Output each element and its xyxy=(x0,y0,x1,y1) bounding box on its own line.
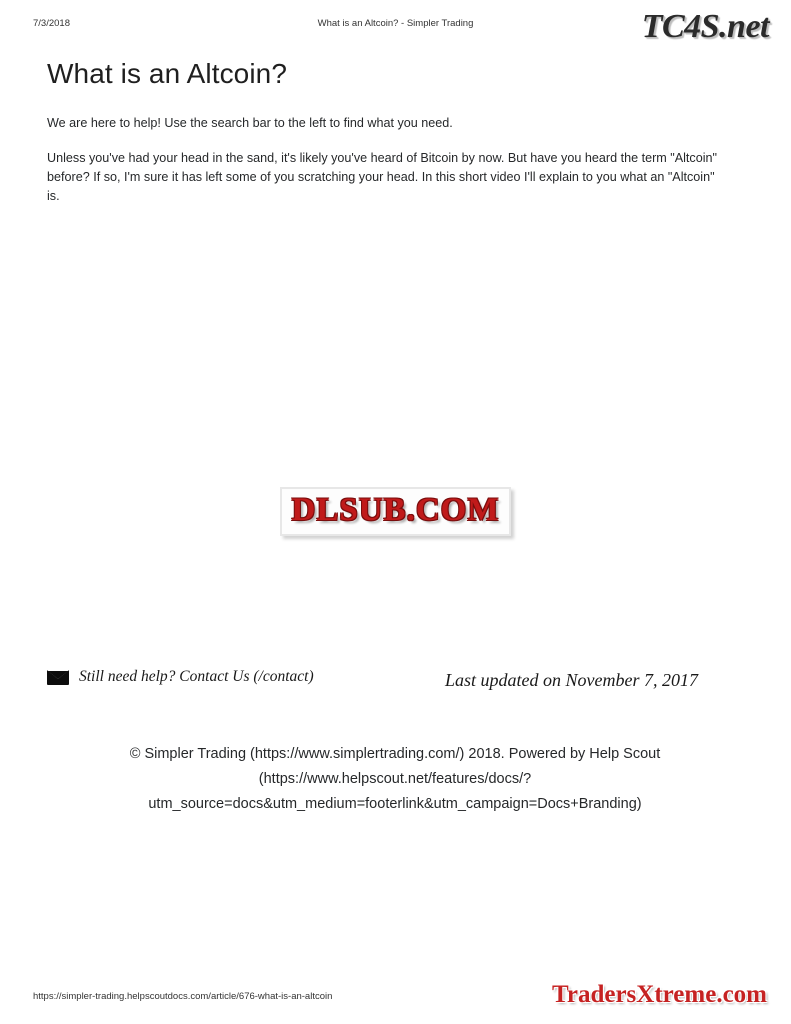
envelope-icon xyxy=(47,670,69,685)
article-paragraph-2: Unless you've had your head in the sand, it's likely you've heard of Bitcoin by now. But have you heard the term "Altcoin" before? If so, I'm sure it has left some of you scratching your head. In this short video I'll explain to you what an "Altcoin" is. xyxy=(47,151,718,203)
article-body xyxy=(47,58,737,222)
last-updated-text: Last updated on November 7, 2017 xyxy=(445,670,698,690)
watermark-bottom-right: TradersXtreme.com xyxy=(552,981,767,1008)
article-footer xyxy=(0,668,791,702)
print-footer-url: https://simpler-trading.helpscoutdocs.com/article/676-what-is-an-altcoin xyxy=(33,991,333,1002)
watermark-center xyxy=(0,487,791,536)
copyright-text: © Simpler Trading (https://www.simplertrading.com/) 2018. Powered by Help Scout (https://www.helpscout.net/features/docs/?utm_source=docs&utm_medium=footerlink&utm_campaign=Docs+Branding) xyxy=(129,746,661,812)
print-page-title: What is an Altcoin? - Simpler Trading xyxy=(317,18,474,29)
contact-us-link[interactable] xyxy=(47,668,314,686)
watermark-top-right: TC4S.net xyxy=(641,8,769,45)
article-paragraph-1: We are here to help! Use the search bar to the left to find what you need. xyxy=(47,116,453,130)
contact-us-label: Still need help? Contact Us (/contact) xyxy=(79,668,314,685)
print-date: 7/3/2018 xyxy=(33,18,70,29)
page-title: What is an Altcoin? xyxy=(47,58,288,89)
watermark-center-label: DLSUB.COM xyxy=(280,487,512,536)
